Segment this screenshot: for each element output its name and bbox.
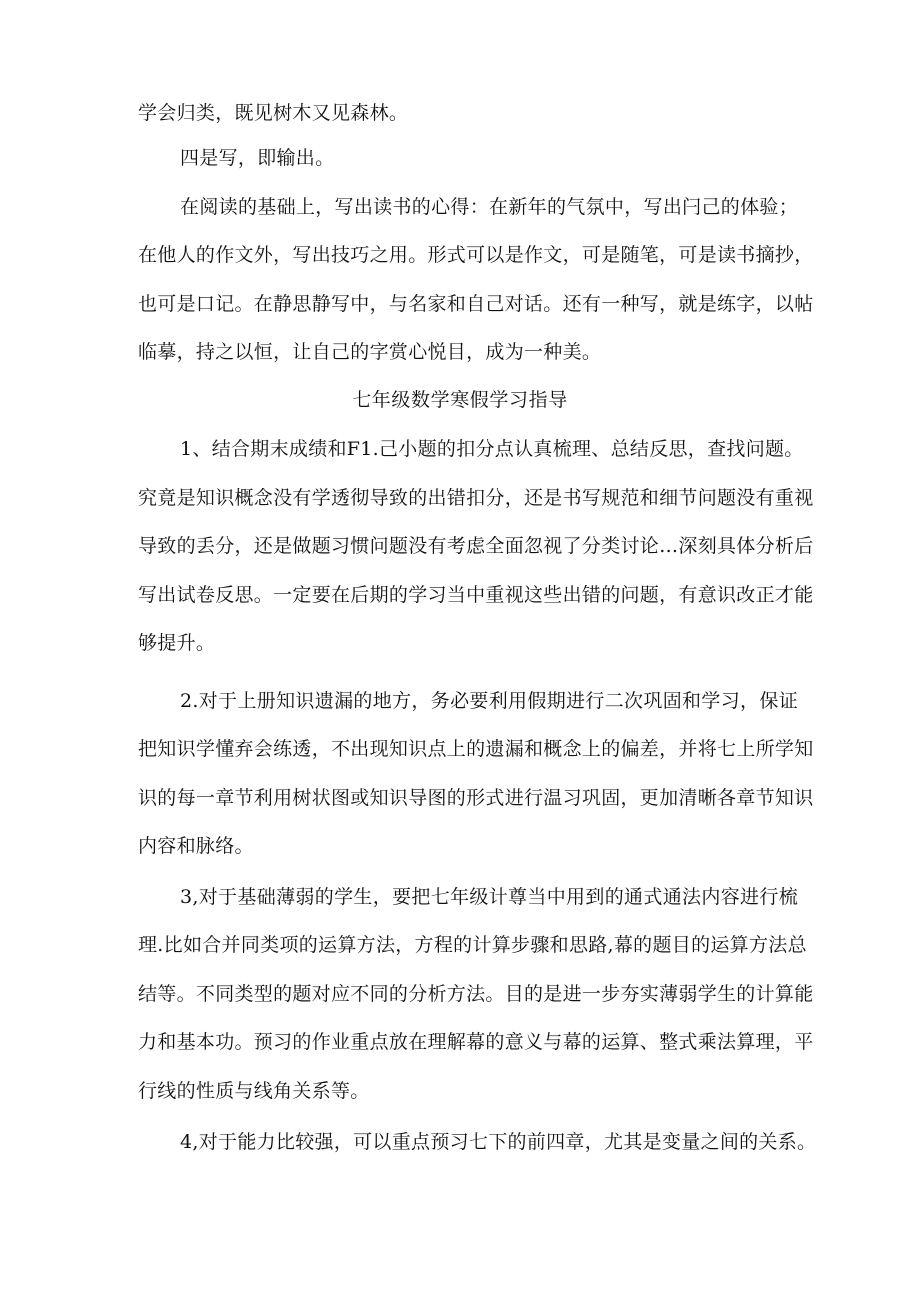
paragraph-line: 写出试卷反思。一定要在后期的学习当中重视这些出错的问题，有意识改正才能 <box>138 584 814 606</box>
paragraph-line: 2.对于上册知识遗漏的地方，务必要利用假期进行二次巩固和学习，保证 <box>180 690 798 712</box>
paragraph-line: 理.比如合并同类项的运算方法，方程的计算步骤和思路,幕的题目的运算方法总 <box>138 934 807 956</box>
paragraph-line: 力和基本功。预习的作业重点放在理解幕的意义与幕的运算、整式乘法算理，平 <box>138 1031 814 1053</box>
paragraph-line: 4,对于能力比较强，可以重点预习七下的前四章，尤其是变量之间的关系。 <box>180 1131 817 1153</box>
paragraph-line: 把知识学懂弃会练透，不出现知识点上的遗漏和概念上的偏差，并将七上所学知 <box>138 738 814 760</box>
paragraph-line: 结等。不同类型的题对应不同的分析方法。目的是进一步夯实薄弱学生的计算能 <box>138 983 814 1005</box>
paragraph-line: 在他人的作文外，写出技巧之用。形式可以是作文，可是随笔，可是读书摘抄， <box>138 244 814 266</box>
paragraph-line: 1、结合期末成绩和F1.己小题的扣分点认真梳理、总结反思，查找问题。 <box>180 438 804 460</box>
paragraph-line: 识的每一章节利用树状图或知识导图的形式进行温习巩固，更加清晰各章节知识 <box>138 787 814 809</box>
paragraph-line: 究竟是知识概念没有学透彻导致的出错扣分，还是书写规范和细节问题没有重视 <box>138 487 814 509</box>
paragraph-line: 内容和脉络。 <box>138 835 254 857</box>
paragraph-line: 也可是口记。在静思静写中，与名家和自己对话。还有一种写，就是练字，以帖 <box>138 293 814 315</box>
section-title: 七年级数学寒假学习指导 <box>352 389 568 411</box>
paragraph-heading: 四是写，即输出。 <box>180 147 335 169</box>
paragraph-line: 在阅读的基础上，写出读书的心得：在新年的气氛中，写出闩己的体验； <box>180 196 798 218</box>
paragraph-line: 导致的丢分，还是做题习惯问题没有考虑全面忽视了分类讨论…深刻具体分析后 <box>138 535 814 557</box>
paragraph-line: 学会归类，既见树木又见森林。 <box>138 102 409 124</box>
paragraph-line: 临摹，持之以恒，让自己的字赏心悦目，成为一种美。 <box>138 341 602 363</box>
paragraph-line: 3,对于基础薄弱的学生，要把七年级计尊当中用到的通式通法内容进行梳 <box>180 886 798 908</box>
paragraph-line: 行线的性质与线角关系等。 <box>138 1080 370 1102</box>
paragraph-line: 够提升。 <box>138 632 216 654</box>
